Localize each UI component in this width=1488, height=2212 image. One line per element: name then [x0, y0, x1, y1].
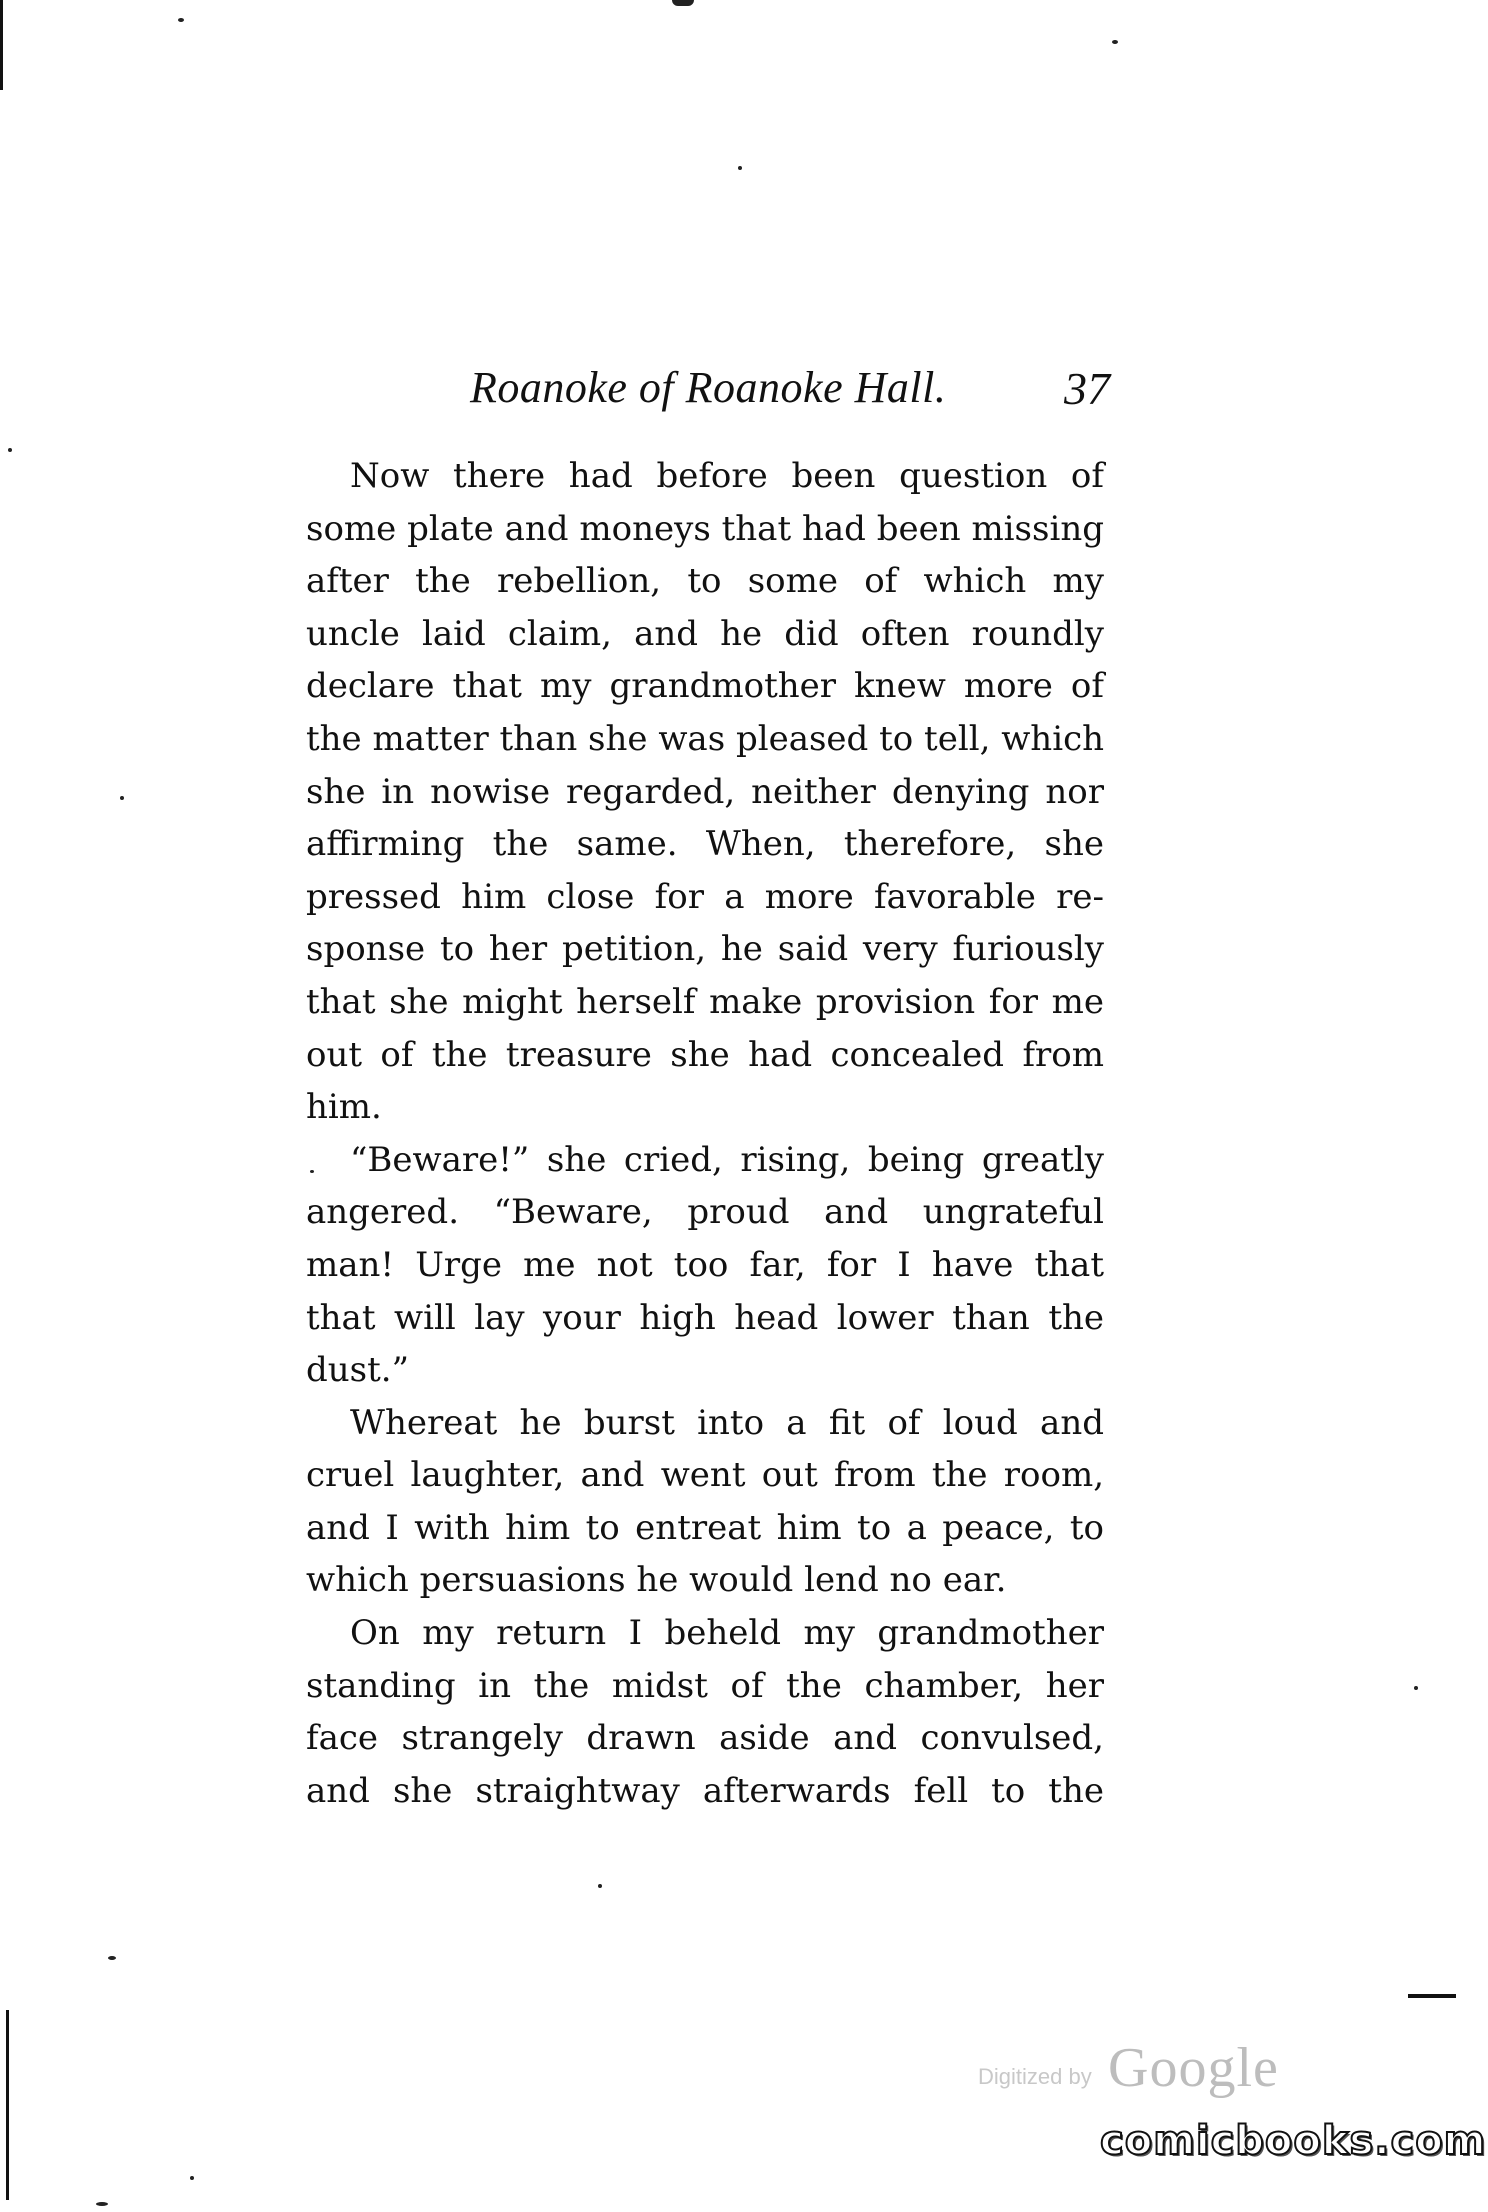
scan-speck	[120, 796, 124, 800]
text-line: dust.”	[306, 1350, 409, 1391]
text-line: Now there had before been question of	[350, 456, 1104, 496]
running-title: Roanoke of Roanoke Hall.	[470, 363, 947, 412]
text-line: that she might herself make provision for me	[306, 981, 1104, 1022]
text-line: the matter than she was pleased to tell, which	[306, 718, 1105, 759]
scan-speck	[1112, 40, 1118, 44]
paragraph-4	[306, 1607, 1104, 1817]
text-line: “Beware!” she cried, rising, being greatly	[350, 1139, 1104, 1180]
scan-speck	[190, 2176, 194, 2180]
text-line: standing in the midst of the chamber, her	[306, 1665, 1104, 1706]
text-line: she in nowise regarded, neither denying nor	[306, 771, 1104, 812]
digitized-by-google-stamp	[978, 2037, 1298, 2100]
scan-speck	[96, 2202, 108, 2206]
scan-speck	[1414, 1686, 1418, 1690]
scan-speck	[738, 166, 742, 170]
body-text	[306, 450, 1104, 1817]
running-head	[470, 362, 1110, 422]
digitized-by-label: Digitized by	[978, 2064, 1092, 2089]
scan-speck	[672, 0, 694, 6]
paragraph-2	[306, 1134, 1104, 1397]
scan-speck	[108, 1956, 116, 1960]
paragraph-3	[306, 1397, 1104, 1607]
text-line: him.	[306, 1087, 382, 1128]
google-logo: Google	[1108, 2037, 1279, 2099]
text-line: and she straightway afterwards fell to the	[306, 1770, 1104, 1811]
scan-speck	[598, 1884, 602, 1888]
scan-speck	[178, 18, 184, 22]
page-number: 37	[1064, 363, 1110, 414]
edge-mark	[1408, 1994, 1456, 1998]
scan-speck	[310, 1170, 314, 1173]
edge-mark	[6, 2010, 9, 2200]
text-line: pressed him close for a more favorable re-	[306, 876, 1104, 917]
text-line: man! Urge me not too far, for I have that	[306, 1244, 1104, 1285]
text-line: some plate and moneys that had been missing	[306, 508, 1104, 549]
text-line: and I with him to entreat him to a peace, to	[306, 1507, 1104, 1548]
text-line: cruel laughter, and went out from the room,	[306, 1455, 1104, 1496]
text-line: affirming the same. When, therefore, she	[306, 824, 1104, 865]
text-line: declare that my grandmother knew more of	[306, 666, 1104, 707]
text-line: which persuasions he would lend no ear.	[306, 1560, 1007, 1601]
text-line: sponse to her petition, he said very furiously	[306, 929, 1104, 970]
text-line: out of the treasure she had concealed from	[306, 1034, 1104, 1075]
edge-mark	[0, 0, 3, 90]
site-watermark: comicbooks.com	[1100, 2118, 1487, 2164]
text-line: after the rebellion, to some of which my	[306, 561, 1104, 602]
text-line: face strangely drawn aside and convulsed,	[306, 1718, 1104, 1759]
scan-speck	[8, 448, 12, 452]
text-line: On my return I beheld my grandmother	[350, 1613, 1104, 1654]
text-line: angered. “Beware, proud and ungrateful	[306, 1192, 1104, 1233]
text-line: uncle laid claim, and he did often roundly	[306, 613, 1104, 654]
text-line: that will lay your high head lower than the	[306, 1297, 1104, 1338]
text-line: Whereat he burst into a fit of loud and	[350, 1402, 1104, 1443]
paragraph-1	[306, 450, 1104, 1134]
